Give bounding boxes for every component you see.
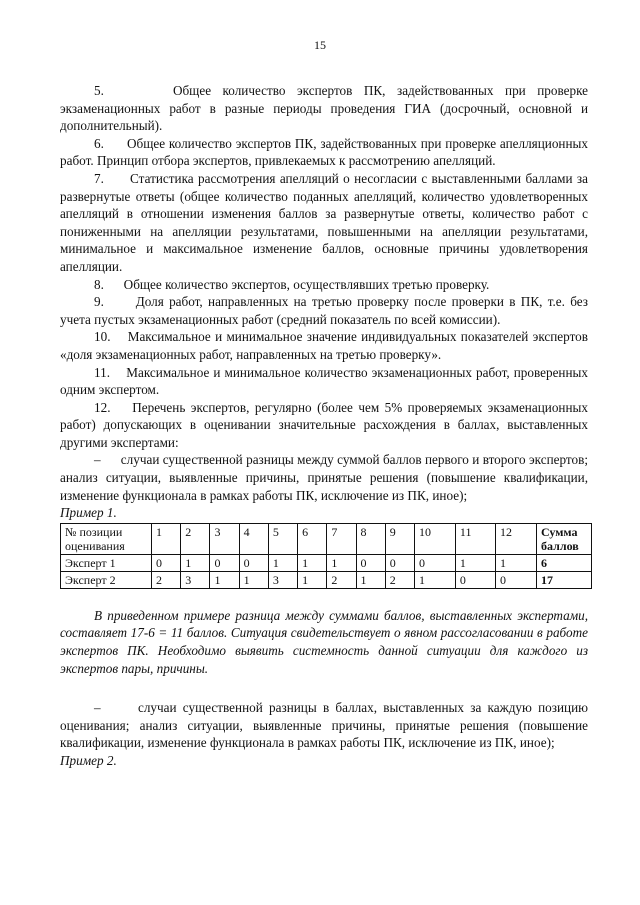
score-cell: 0 (239, 554, 268, 571)
table-row (61, 571, 592, 588)
score-cell: 1 (239, 571, 268, 588)
header-num: 12 (495, 523, 536, 554)
list-item-9: 9. Доля работ, направленных на третью проверку после проверки в ПК, т.е. без учета пустых экзаменационных работ (средний показатель по всей комиссии). (60, 294, 588, 327)
score-cell: 1 (298, 571, 327, 588)
header-num: 11 (455, 523, 495, 554)
score-cell: 0 (356, 554, 385, 571)
score-cell: 1 (298, 554, 327, 571)
header-num: 5 (268, 523, 297, 554)
score-cell: 0 (455, 571, 495, 588)
header-num: 6 (298, 523, 327, 554)
score-cell: 3 (268, 571, 297, 588)
header-num: 7 (327, 523, 356, 554)
table-header-row (61, 523, 592, 554)
header-num: 8 (356, 523, 385, 554)
row-label: Эксперт 2 (61, 571, 152, 588)
score-cell: 1 (268, 554, 297, 571)
list-item-12: 12. Перечень экспертов, регулярно (более чем 5% проверяемых экзаменационных работ) допускающих в оценивании значительные расхождения в баллах, выставленных другими экспертами: (60, 399, 588, 450)
list-item-7: 7. Статистика рассмотрения апелляций о несогласии с выставленными баллами за развернутые ответы (общее количество поданных апелляций, количество удовлетворенных апелляций в отношении изменения баллов за развернутые ответы, количество работ с пониженными на апелляции результатами, повышенными на апелляции результатами, минимальное и максимальное изменение баллов, основные причины удовлетворения апелляции. (60, 170, 588, 274)
example-1-table (60, 523, 592, 589)
document-body (60, 82, 588, 770)
header-num: 9 (385, 523, 414, 554)
score-cell: 2 (327, 571, 356, 588)
header-num: 2 (181, 523, 210, 554)
score-cell: 0 (495, 571, 536, 588)
list-item-6: 6. Общее количество экспертов ПК, задействованных при проверке апелляционных работ. Принцип отбора экспертов, привлекаемых к рассмотрению апелляций. (60, 135, 588, 169)
score-cell: 1 (414, 571, 455, 588)
score-cell: 1 (181, 554, 210, 571)
score-cell: 2 (385, 571, 414, 588)
score-cell: 2 (152, 571, 181, 588)
header-position: № позиции оценивания (61, 523, 152, 554)
spacer (60, 677, 588, 699)
score-cell: 1 (356, 571, 385, 588)
table-row (61, 554, 592, 571)
example-2-label: Пример 2. (60, 753, 117, 768)
score-cell: 1 (327, 554, 356, 571)
list-item-11: 11. Максимальное и минимальное количество экзаменационных работ, проверенных одним экспертом. (60, 364, 588, 398)
sum-cell: 6 (537, 554, 592, 571)
score-cell: 0 (210, 554, 239, 571)
spacer (60, 589, 588, 607)
list-item-8: 8. Общее количество экспертов, осуществлявших третью проверку. (94, 276, 490, 292)
score-cell: 0 (414, 554, 455, 571)
sum-cell: 17 (537, 571, 592, 588)
score-cell: 0 (152, 554, 181, 571)
header-sum: Сумма баллов (537, 523, 592, 554)
score-cell: 1 (210, 571, 239, 588)
header-num: 1 (152, 523, 181, 554)
score-cell: 1 (495, 554, 536, 571)
bullet-total-difference: – случаи существенной разницы между суммой баллов первого и второго экспертов; анализ ситуации, выявленные причины, принятые решения (повышение квалификации, изменение функционала в рамках работы ПК, исключение из ПК, иное); (60, 452, 588, 503)
header-num: 3 (210, 523, 239, 554)
row-label: Эксперт 1 (61, 554, 152, 571)
page-number: 15 (314, 38, 326, 52)
bullet-position-difference: – случаи существенной разницы в баллах, выставленных за каждую позицию оценивания; анализ ситуации, выявленные причины, принятые решения (повышение квалификации, изменение функционала в рамках работы ПК, исключение из ПК, иное); (60, 700, 588, 751)
example-1-note: В приведенном примере разница между суммами баллов, выставленных экспертами, составляет 17-6 = 11 баллов. Ситуация свидетельствует о явном рассогласовании в работе экспертов ПК. Необходимо выявить системность данной ситуации для каждого из экспертов пары, причины. (60, 607, 588, 676)
header-num: 10 (414, 523, 455, 554)
score-cell: 3 (181, 571, 210, 588)
list-item-5: 5. Общее количество экспертов ПК, задействованных при проверке экзаменационных работ в разные периоды проведения ГИА (досрочный, основной и дополнительный). (60, 83, 588, 134)
list-item-10: 10. Максимальное и минимальное значение индивидуальных показателей экспертов «доля экзаменационных работ, направленных на третью проверку». (60, 329, 588, 362)
example-1-label: Пример 1. (60, 505, 117, 521)
score-cell: 0 (385, 554, 414, 571)
score-cell: 1 (455, 554, 495, 571)
header-num: 4 (239, 523, 268, 554)
